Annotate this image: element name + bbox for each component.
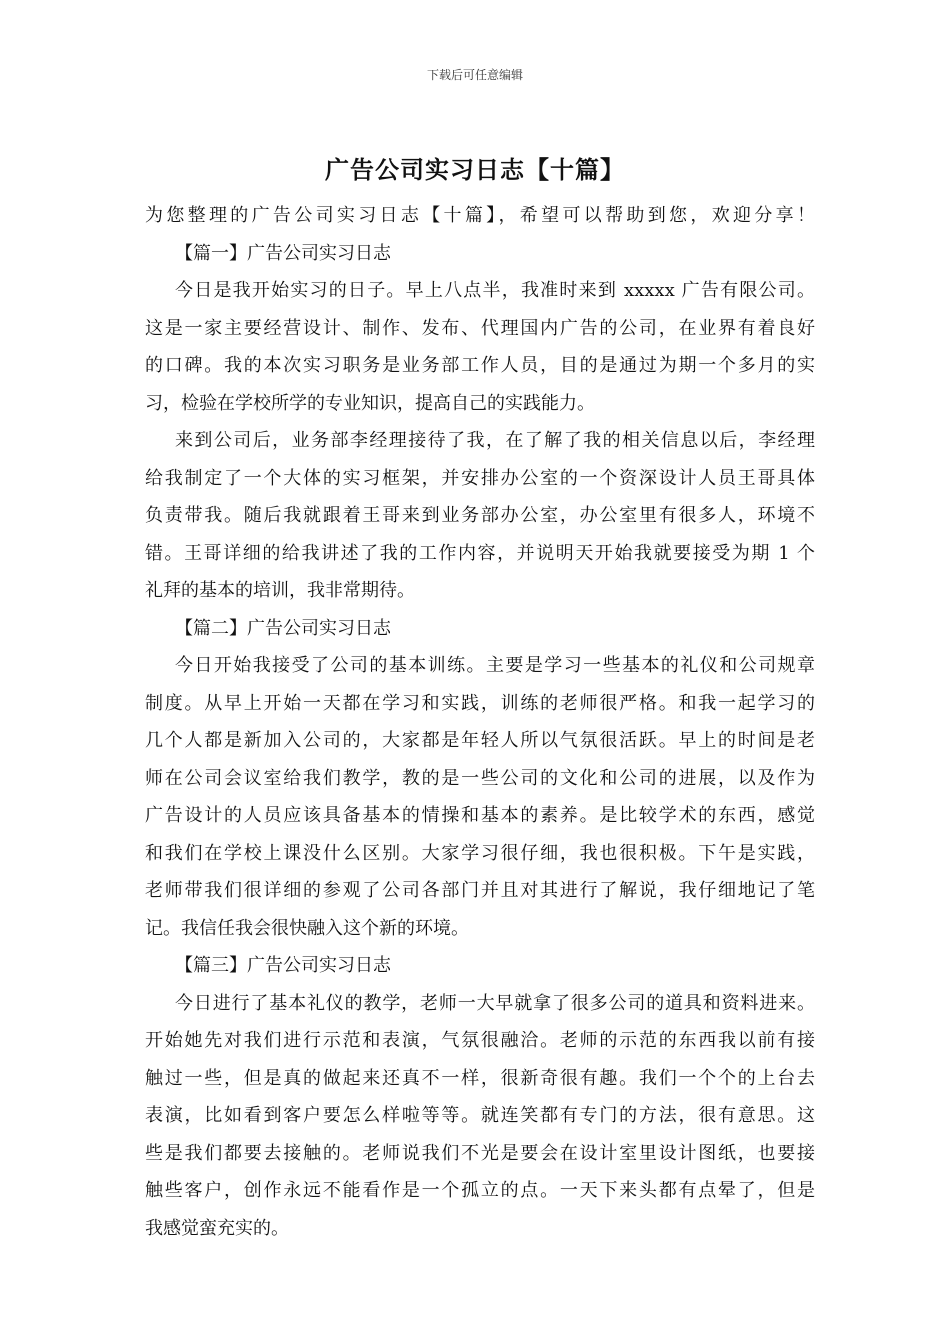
text-line: 和我们在学校上课没什么区别。大家学习很仔细，我也很积极。下午是实践， bbox=[145, 842, 815, 864]
text-line: 几个人都是新加入公司的，大家都是年轻人所以气氛很活跃。早上的时间是老 bbox=[145, 730, 815, 751]
text-line: 老师带我们很详细的参观了公司各部门并且对其进行了解说，我仔细地记了笔 bbox=[145, 880, 815, 901]
text-line: 些是我们都要去接触的。老师说我们不光是要会在设计室里设计图纸，也要接 bbox=[145, 1142, 815, 1164]
text-line: 错。王哥详细的给我讲述了我的工作内容，并说明天开始我就要接受为期 1 个 bbox=[145, 542, 815, 564]
text-line: 今日进行了基本礼仪的教学，老师一大早就拿了很多公司的道具和资料进来。 bbox=[175, 992, 815, 1014]
document-body bbox=[145, 197, 815, 1247]
text-line: 【篇三】广告公司实习日志 bbox=[175, 955, 391, 976]
text-line: 表演，比如看到客户要怎么样啦等等。就连笑都有专门的方法，很有意思。这 bbox=[145, 1105, 815, 1126]
text-line: 这是一家主要经营设计、制作、发布、代理国内广告的公司，在业界有着良好 bbox=[145, 317, 815, 339]
text-line: 负责带我。随后我就跟着王哥来到业务部办公室，办公室里有很多人，环境不 bbox=[145, 505, 815, 526]
text-line: 的口碑。我的本次实习职务是业务部工作人员，目的是通过为期一个多月的实 bbox=[145, 355, 815, 376]
text-line: 广告设计的人员应该具备基本的情操和基本的素养。是比较学术的东西，感觉 bbox=[145, 805, 815, 826]
text-line: 开始她先对我们进行示范和表演，气氛很融洽。老师的示范的东西我以前有接 bbox=[145, 1030, 815, 1051]
text-line: 来到公司后，业务部李经理接待了我，在了解了我的相关信息以后，李经理 bbox=[175, 430, 815, 451]
text-line: 今日开始我接受了公司的基本训练。主要是学习一些基本的礼仪和公司规章 bbox=[175, 655, 815, 676]
text-line: 【篇一】广告公司实习日志 bbox=[175, 242, 391, 264]
text-line: 【篇二】广告公司实习日志 bbox=[175, 617, 391, 639]
text-line: 礼拜的基本的培训，我非常期待。 bbox=[145, 580, 415, 601]
text-line: 给我制定了一个大体的实习框架，并安排办公室的一个资深设计人员王哥具体 bbox=[145, 467, 815, 489]
text-line: 触过一些，但是真的做起来还真不一样，很新奇很有趣。我们一个个的上台去 bbox=[145, 1067, 815, 1089]
text-line: 记。我信任我会很快融入这个新的环境。 bbox=[145, 917, 469, 939]
text-line: 触些客户，创作永远不能看作是一个孤立的点。一天下来头都有点晕了，但是 bbox=[145, 1180, 815, 1201]
text-line: 我感觉蛮充实的。 bbox=[145, 1217, 289, 1239]
text-line: 习，检验在学校所学的专业知识，提高自己的实践能力。 bbox=[145, 392, 595, 414]
text-line: 今日是我开始实习的日子。早上八点半，我准时来到 xxxxx 广告有限公司。 bbox=[175, 280, 815, 301]
document-title: 广告公司实习日志【十篇】 bbox=[325, 155, 625, 184]
page-header: 下载后可任意编辑 bbox=[426, 68, 523, 82]
text-line: 师在公司会议室给我们教学，教的是一些公司的文化和公司的进展，以及作为 bbox=[145, 767, 815, 789]
text-line: 制度。从早上开始一天都在学习和实践，训练的老师很严格。和我一起学习的 bbox=[145, 692, 815, 714]
text-line: 为您整理的广告公司实习日志【十篇】，希望可以帮助到您，欢迎分享！ bbox=[145, 205, 815, 226]
